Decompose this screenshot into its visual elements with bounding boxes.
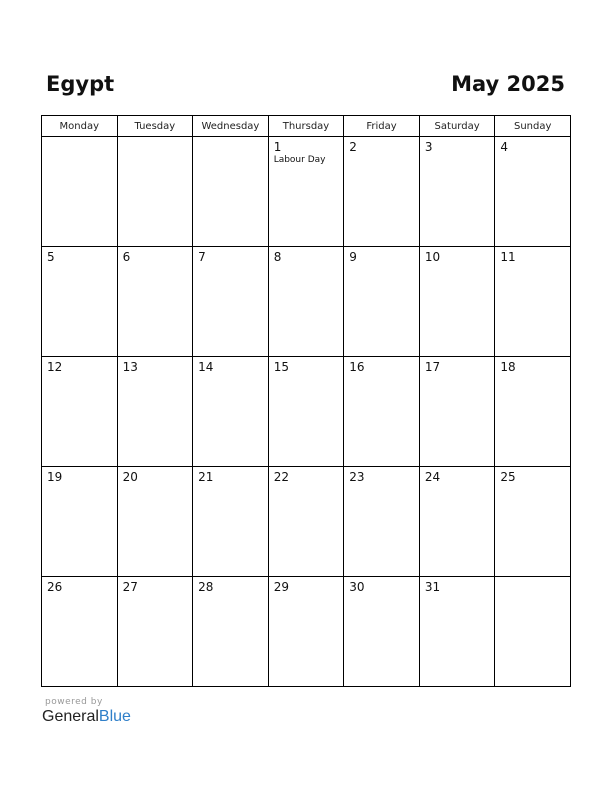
day-number (118, 137, 193, 140)
weekday-header: Thursday (268, 116, 344, 137)
day-cell (495, 137, 571, 247)
day-number: 30 (349, 580, 365, 594)
day-cell (193, 467, 269, 577)
week-row (42, 357, 571, 467)
day-cell (42, 247, 118, 357)
day-number: 17 (424, 360, 441, 374)
weekday-header: Sunday (495, 116, 571, 137)
day-cell (117, 247, 193, 357)
day-number: 20 (122, 470, 138, 484)
day-cell (419, 137, 495, 247)
day-cell (193, 577, 269, 687)
day-number: 9 (349, 250, 357, 264)
day-number: 15 (273, 360, 289, 374)
day-cell (268, 467, 344, 577)
day-cell (419, 577, 495, 687)
month-year-title: May 2025 (451, 72, 565, 96)
weekday-header: Wednesday (193, 116, 269, 137)
day-number: 10 (424, 250, 441, 264)
day-number: 27 (122, 580, 138, 594)
day-cell (193, 357, 269, 467)
day-number: 8 (273, 250, 282, 264)
week-row (42, 467, 571, 577)
day-cell (344, 247, 420, 357)
day-cell (117, 467, 193, 577)
day-cell (495, 247, 571, 357)
day-number (42, 137, 117, 140)
day-number: 12 (47, 360, 63, 374)
day-cell (344, 467, 420, 577)
day-number: 25 (500, 470, 516, 484)
day-cell (419, 467, 495, 577)
day-cell (344, 357, 420, 467)
day-number: 11 (500, 250, 516, 264)
day-cell (42, 137, 118, 247)
day-number: 22 (273, 470, 289, 484)
day-cell (193, 137, 269, 247)
day-cell (117, 357, 193, 467)
day-number: 26 (47, 580, 63, 594)
country-title: Egypt (46, 72, 115, 96)
logo-text-blue: Blue (98, 708, 131, 725)
day-number: 16 (349, 360, 365, 374)
logo-text-general: General (42, 708, 99, 725)
day-number: 31 (424, 580, 441, 594)
day-number: 19 (47, 470, 63, 484)
day-cell (268, 247, 344, 357)
calendar-grid (41, 115, 571, 687)
day-cell (42, 357, 118, 467)
week-row (42, 577, 571, 687)
day-number: 3 (424, 140, 433, 154)
day-number: 18 (500, 360, 516, 374)
day-cell (268, 137, 344, 247)
week-row (42, 137, 571, 247)
day-number: 6 (122, 250, 131, 264)
day-cell (117, 137, 193, 247)
day-number: 29 (273, 580, 289, 594)
day-cell (495, 577, 571, 687)
day-number: 13 (122, 360, 138, 374)
day-cell (344, 577, 420, 687)
day-number: 2 (349, 140, 357, 154)
day-number: 4 (500, 140, 509, 154)
day-cell (268, 357, 344, 467)
day-number (193, 137, 268, 140)
day-number (495, 577, 570, 580)
day-cell (268, 577, 344, 687)
day-number: 28 (198, 580, 214, 594)
day-cell (117, 577, 193, 687)
day-number: 7 (198, 250, 206, 264)
powered-by-text: powered by (45, 697, 103, 707)
day-cell (419, 357, 495, 467)
day-cell (193, 247, 269, 357)
weekday-header: Monday (42, 116, 118, 137)
generalblue-logo[interactable] (42, 707, 131, 727)
day-cell (344, 137, 420, 247)
day-number: 14 (198, 360, 214, 374)
day-number: 21 (198, 470, 214, 484)
day-number: 23 (349, 470, 365, 484)
day-cell (495, 357, 571, 467)
day-cell (42, 577, 118, 687)
day-cell (42, 467, 118, 577)
weekday-header-row (42, 116, 571, 137)
holiday-label: Labour Day (273, 155, 326, 165)
weekday-header: Friday (344, 116, 420, 137)
day-number: 1 (273, 140, 282, 154)
weekday-header: Tuesday (117, 116, 193, 137)
day-cell (495, 467, 571, 577)
day-number: 5 (47, 250, 55, 264)
day-cell (419, 247, 495, 357)
weekday-header: Saturday (419, 116, 495, 137)
day-number: 24 (424, 470, 441, 484)
week-row (42, 247, 571, 357)
